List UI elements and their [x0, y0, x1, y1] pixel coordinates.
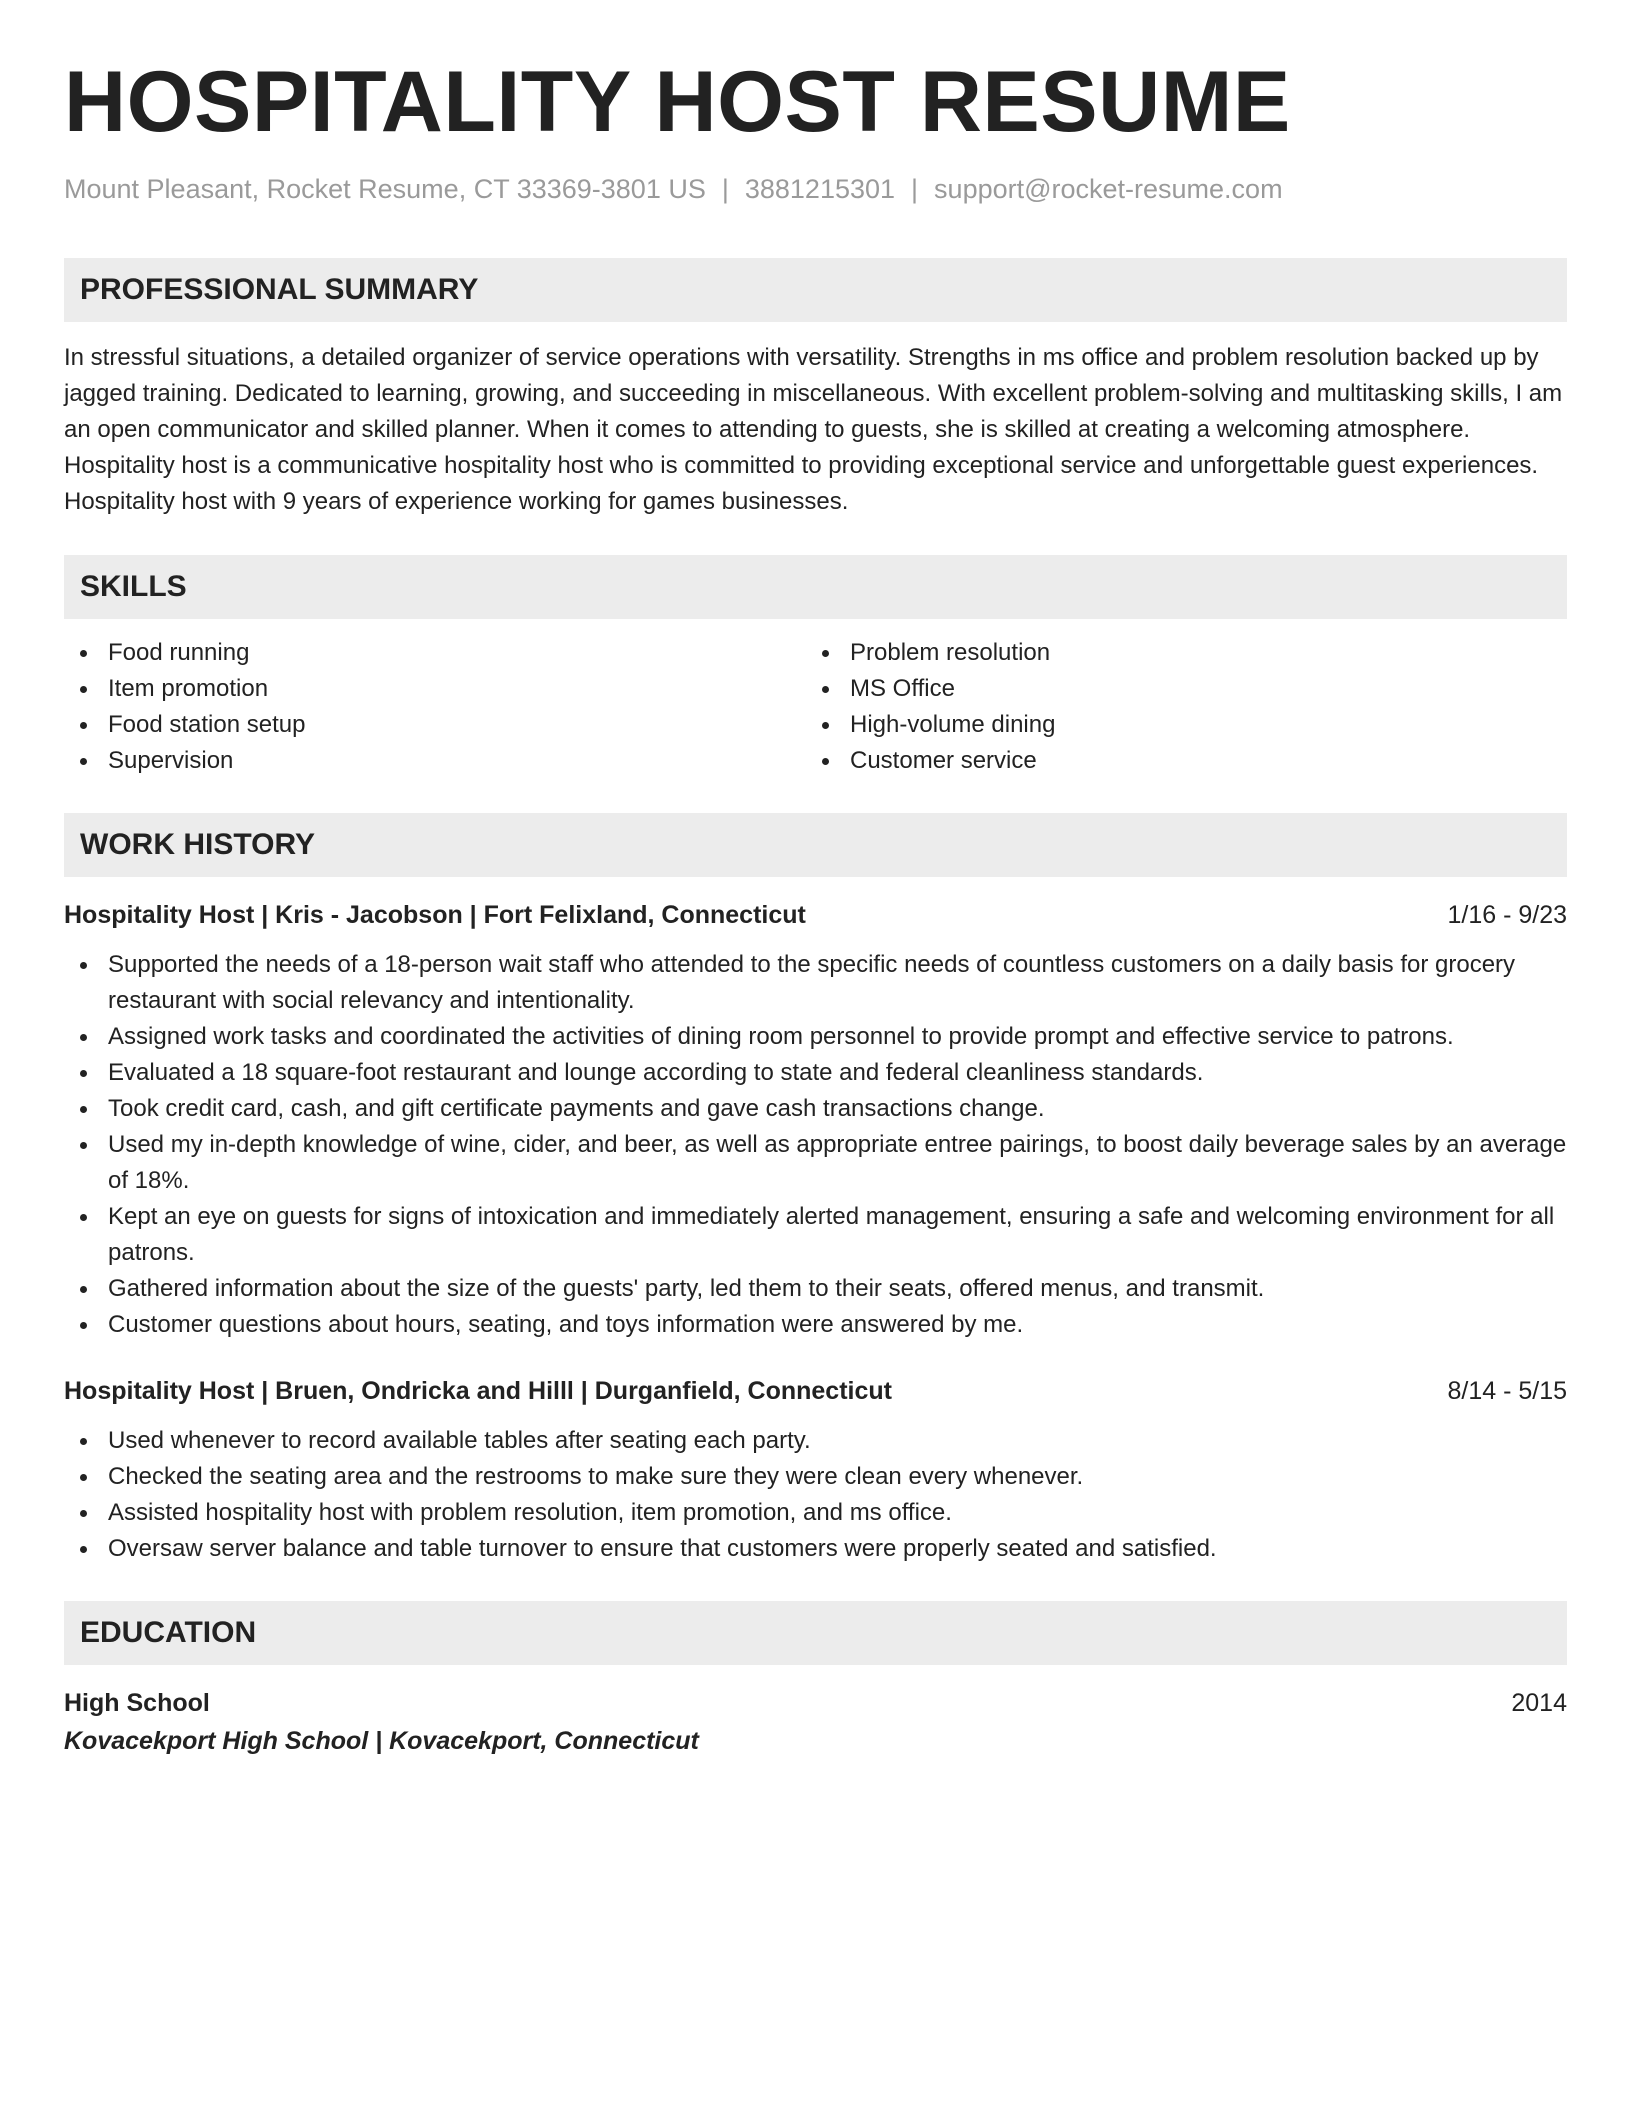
job-bullet: Used my in-depth knowledge of wine, cider, and beer, as well as appropriate entree pairings, to boost daily beverage sales by an average of 18%. — [64, 1127, 1567, 1199]
contact-separator: | — [911, 174, 919, 204]
job-bullet: Supported the needs of a 18-person wait staff who attended to the specific needs of countless customers on a daily basis for grocery restaurant with social relevancy and intentionality. — [64, 947, 1567, 1019]
section-heading-summary: PROFESSIONAL SUMMARY — [64, 258, 1567, 322]
contact-separator: | — [721, 174, 729, 204]
job-bullet: Assisted hospitality host with problem resolution, item promotion, and ms office. — [64, 1495, 1567, 1531]
skills-list — [64, 635, 1567, 779]
section-heading-work: WORK HISTORY — [64, 813, 1567, 877]
job-header — [64, 897, 1567, 933]
contact-address: Mount Pleasant, Rocket Resume, CT 33369-3801 US — [64, 174, 706, 204]
job-entry — [64, 1373, 1567, 1567]
job-bullet: Gathered information about the size of the guests' party, led them to their seats, offered menus, and transmit. — [64, 1271, 1567, 1307]
job-bullets — [64, 1423, 1567, 1567]
skill-item: Customer service — [806, 743, 1548, 779]
skill-item: Supervision — [64, 743, 806, 779]
job-bullet: Took credit card, cash, and gift certificate payments and gave cash transactions change. — [64, 1091, 1567, 1127]
section-heading-education: EDUCATION — [64, 1601, 1567, 1665]
job-header — [64, 1373, 1567, 1409]
resume-page — [64, 52, 1567, 1761]
job-bullet: Evaluated a 18 square-foot restaurant and lounge according to state and federal cleanliness standards. — [64, 1055, 1567, 1091]
skill-item: Food station setup — [64, 707, 806, 743]
skill-item: High-volume dining — [806, 707, 1548, 743]
contact-phone: 3881215301 — [744, 174, 896, 204]
job-title: Hospitality Host | Kris - Jacobson | Fort Felixland, Connecticut — [64, 901, 806, 929]
job-bullet: Customer questions about hours, seating, and toys information were answered by me. — [64, 1307, 1567, 1343]
education-year: 2014 — [1511, 1689, 1567, 1717]
contact-email: support@rocket-resume.com — [934, 174, 1283, 204]
contact-line — [64, 172, 1567, 206]
job-bullet: Oversaw server balance and table turnover to ensure that customers were properly seated and satisfied. — [64, 1531, 1567, 1567]
skill-item: Problem resolution — [806, 635, 1548, 671]
summary-text: In stressful situations, a detailed organizer of service operations with versatility. Strengths in ms office and problem resolution backed up by jagged training. Dedicated to learning, growing, and succeeding in miscellaneous. With excellent problem-solving and multitasking skills, I am an open communicator and skilled planner. When it comes to attending to guests, she is skilled at creating a welcoming atmosphere. Hospitality host is a communicative hospitality host who is committed to providing exceptional service and unforgettable guest experiences. Hospitality host with 9 years of experience working for games businesses. — [64, 344, 1563, 515]
skills-column-left — [64, 635, 806, 779]
education-entry — [64, 1685, 1567, 1761]
skill-item: Item promotion — [64, 671, 806, 707]
job-bullet: Assigned work tasks and coordinated the activities of dining room personnel to provide prompt and effective service to patrons. — [64, 1019, 1567, 1055]
job-title: Hospitality Host | Bruen, Ondricka and Hilll | Durganfield, Connecticut — [64, 1377, 892, 1405]
resume-title: HOSPITALITY HOST RESUME — [64, 54, 1291, 150]
job-dates: 1/16 - 9/23 — [1447, 901, 1567, 929]
section-heading-skills: SKILLS — [64, 555, 1567, 619]
job-bullet: Checked the seating area and the restrooms to make sure they were clean every whenever. — [64, 1459, 1567, 1495]
education-degree: High School — [64, 1689, 210, 1717]
job-dates: 8/14 - 5/15 — [1447, 1377, 1567, 1405]
education-school: Kovacekport High School | Kovacekport, Connecticut — [64, 1727, 699, 1755]
skill-item: Food running — [64, 635, 806, 671]
job-bullet: Kept an eye on guests for signs of intoxication and immediately alerted management, ensuring a safe and welcoming environment for all patrons. — [64, 1199, 1567, 1271]
education-header — [64, 1685, 1567, 1721]
skills-column-right — [806, 635, 1548, 779]
job-entry — [64, 897, 1567, 1343]
job-bullets — [64, 947, 1567, 1343]
job-bullet: Used whenever to record available tables after seating each party. — [64, 1423, 1567, 1459]
skill-item: MS Office — [806, 671, 1548, 707]
